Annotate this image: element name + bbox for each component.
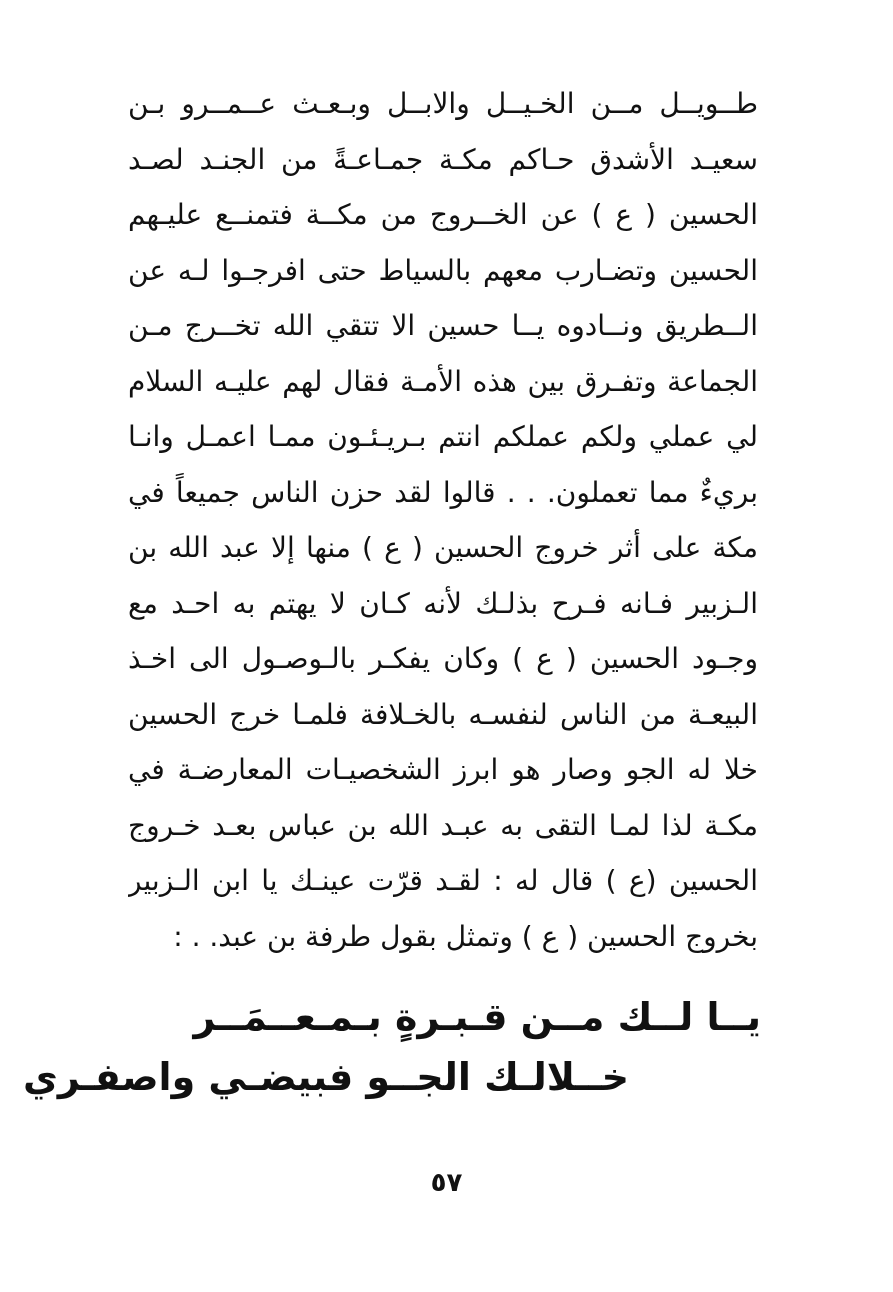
text-line-15: الحسين (ع ) قال له : لقـد قرّت عينـك يا ابن الـزبير — [128, 864, 758, 897]
text-line-8: بريءٌ مما تعملون. . . قالوا لقد حزن الناس جميعاً في — [128, 475, 758, 509]
text-line-13: خلا له الجو وصار هو ابرز الشخصيـات المعارضـة في — [128, 753, 758, 786]
text-line-7: لي عملي ولكم عملكم انتم بـريـئـون ممـا اعمـل وانـا — [128, 420, 758, 453]
text-line-11: وجـود الحسين ( ع ) وكان يفكـر بالـوصـول الى اخـذ — [128, 642, 758, 675]
text-line-5: الــطريق ونــادوه يــا حسين الا تتقي الله تخــرج مـن — [128, 309, 758, 342]
text-line-12: البيعـة من الناس لنفسـه بالخـلافة فلمـا خرج الحسين — [128, 697, 758, 731]
text-line-2: سعيـد الأشدق حـاكم مكـة جمـاعـةً من الجنـد لصـد — [128, 142, 758, 176]
text-line-10: الـزبير فـانه فـرح بذلـك لأنه كـان لا يهتم به احـد مع — [128, 586, 758, 620]
text-line-16: بخروج الحسين ( ع ) وتمثل بقول طرفة بن عبد. . : — [173, 919, 758, 953]
page-number: ٥٧ — [430, 1168, 463, 1198]
text-line-6: الجماعة وتفـرق بين هذه الأمـة فقال لهم عليـه السلام — [128, 364, 758, 398]
poem-line-1: يــا لــك مــن قـبـرةٍ بـمـعــمَــر — [193, 995, 761, 1039]
text-line-1: طــويــل مــن الخـيــل والابــل وبـعـث عــمــرو بـن — [128, 87, 758, 120]
text-line-9: مكة على أثر خروج الحسين ( ع ) منها إلا عبد الله بن — [128, 531, 758, 564]
text-line-14: مكـة لذا لمـا التقى به عبـد الله بن عباس بعـد خـروج — [128, 808, 758, 842]
paragraph — [128, 76, 758, 964]
text-line-3: الحسين ( ع ) عن الخــروج من مكــة فتمنــع عليـهم — [128, 198, 758, 231]
text-line-4: الحسين وتضـارب معهم بالسياط حتى افرجـوا لـه عن — [128, 253, 758, 287]
poem-line-2: خــلالـك الجــو فبيضـي واصفـري — [23, 1055, 629, 1099]
